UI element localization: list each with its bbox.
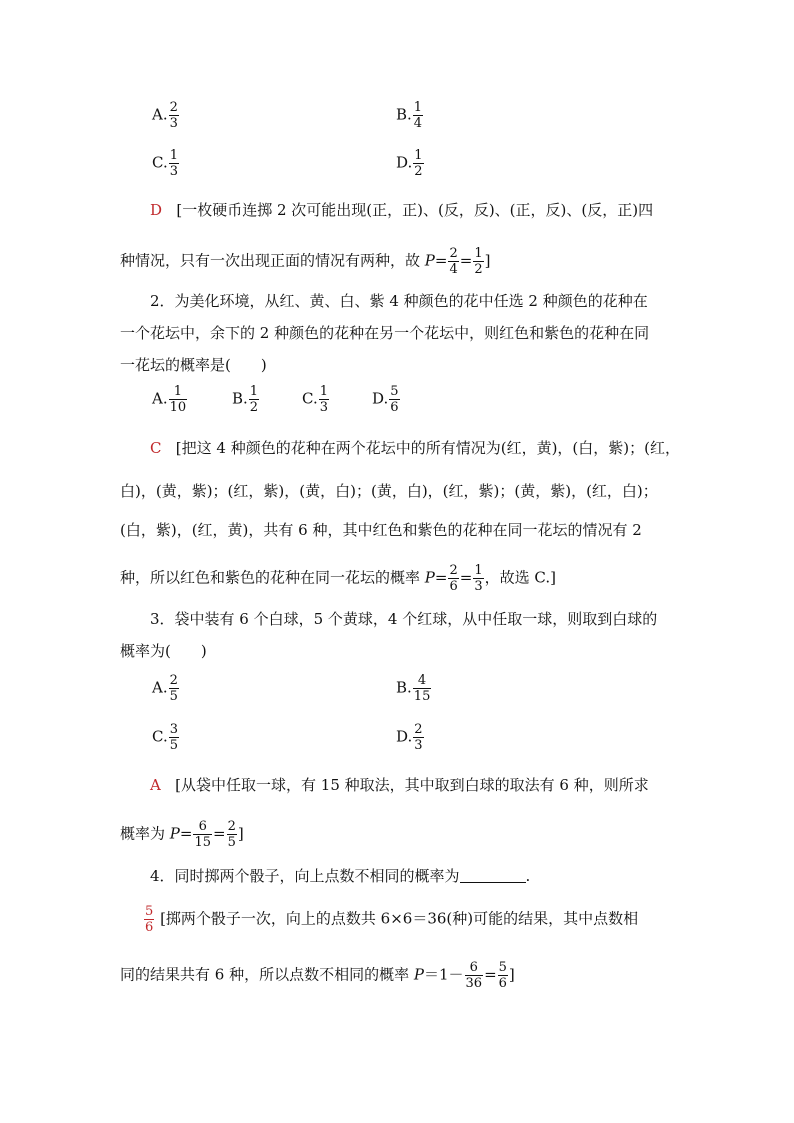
q1-option-a: A. $\frac{2}{3}$ (152, 100, 178, 131)
fraction: $\frac{1}{3}$ (474, 563, 483, 594)
q3-option-b: B. $\frac{4}{15}$ (396, 673, 431, 704)
q4-explanation-line1: $\frac{5}{6}$ [掷两个骰子一次，向上的点数共 6×6＝36(种)可能的结果，其中点数相 (145, 904, 639, 935)
fraction: $\frac{2}{3}$ (414, 722, 423, 753)
fraction: $\frac{5}{6}$ (390, 384, 399, 415)
q4-stem-line1: 4．同时掷两个骰子，向上点数不相同的概率为 . (150, 867, 531, 885)
q3-explanation-line2: 概率为 P= $\frac{6}{15}$ = $\frac{2}{5}$ ] (120, 819, 244, 850)
fraction: $\frac{1}{4}$ (413, 100, 423, 131)
fraction: $\frac{1}{2}$ (474, 246, 483, 277)
q4-explanation-line2: 同的结果共有 6 种，所以点数不相同的概率 P＝1－ $\frac{6}{36}$ = $\frac{5}{6}$ ] (120, 960, 515, 991)
fraction: $\frac{6}{15}$ (194, 819, 212, 850)
fraction: $\frac{4}{15}$ (413, 673, 431, 704)
q2-stem-line3: 一花坛的概率是( ) (120, 356, 267, 374)
fraction: $\frac{1}{2}$ (249, 384, 259, 415)
q2-stem-line2: 一个花坛中，余下的 2 种颜色的花种在另一个花坛中，则红色和紫色的花种在同 (120, 324, 650, 342)
fraction: $\frac{2}{4}$ (449, 246, 458, 277)
fraction: $\frac{3}{5}$ (169, 722, 178, 753)
fraction: $\frac{2}{5}$ (227, 819, 236, 850)
q2-option-a: A. $\frac{1}{10}$ (152, 384, 187, 415)
fraction: $\frac{2}{3}$ (169, 100, 178, 131)
q1-explanation-line1: D [一枚硬币连掷 2 次可能出现(正，正)、(反，反)、(正，反)、(反，正)四 (150, 201, 654, 219)
fraction: $\frac{1}{3}$ (169, 148, 178, 179)
q1-explanation-line2: 种情况，只有一次出现正面的情况有两种，故 P= $\frac{2}{4}$ = $\frac{1}{2}$ ] (120, 246, 491, 277)
fraction: $\frac{2}{5}$ (169, 673, 178, 704)
q2-explanation-line1: C [把这 4 种颜色的花种在两个花坛中的所有情况为(红，黄)，(白，紫)；(红， (150, 439, 680, 457)
q1-answer: D (150, 201, 163, 219)
q3-option-a: A. $\frac{2}{5}$ (152, 673, 178, 704)
q2-stem-line1: 2．为美化环境，从红、黄、白、紫 4 种颜色的花中任选 2 种颜色的花种在 (150, 292, 648, 310)
q3-explanation-line1: A [从袋中任取一球，有 15 种取法，其中取到白球的取法有 6 种，则所求 (150, 776, 649, 794)
q1-option-c: C. $\frac{1}{3}$ (152, 148, 178, 179)
q2-explanation-line3: (白，紫)，(红，黄)，共有 6 种，其中红色和紫色的花种在同一花坛的情况有 2 (120, 521, 642, 539)
q2-option-b: B. $\frac{1}{2}$ (232, 384, 259, 415)
q2-option-c: C. $\frac{1}{3}$ (302, 384, 328, 415)
q2-answer: C (150, 439, 162, 457)
q4-answer: $\frac{5}{6}$ (145, 904, 154, 935)
q3-option-d: D. $\frac{2}{3}$ (396, 722, 423, 753)
fraction: $\frac{1}{10}$ (169, 384, 187, 415)
fraction: $\frac{1}{2}$ (414, 148, 423, 179)
q3-stem-line1: 3．袋中装有 6 个白球，5 个黄球，4 个红球，从中任取一球，则取到白球的 (150, 610, 658, 628)
q1-option-b: B. $\frac{1}{4}$ (396, 100, 423, 131)
q3-stem-line2: 概率为( ) (120, 642, 207, 660)
fraction: $\frac{1}{3}$ (319, 384, 328, 415)
q2-explanation-line4: 种，所以红色和紫色的花种在同一花坛的概率 P= $\frac{2}{6}$ = $\frac{1}{3}$ ，故选 C.] (120, 563, 556, 594)
fraction: $\frac{5}{6}$ (498, 960, 507, 991)
answer-blank (460, 868, 526, 883)
q3-answer: A (150, 776, 161, 794)
q2-explanation-line2: 白)，(黄，紫)；(红，紫)，(黄，白)；(黄，白)，(红，紫)；(黄，紫)，(红，白)； (120, 482, 658, 500)
fraction: $\frac{2}{6}$ (449, 563, 458, 594)
fraction: $\frac{6}{36}$ (465, 960, 483, 991)
q2-option-d: D. $\frac{5}{6}$ (372, 384, 399, 415)
q3-option-c: C. $\frac{3}{5}$ (152, 722, 178, 753)
q1-option-d: D. $\frac{1}{2}$ (396, 148, 423, 179)
